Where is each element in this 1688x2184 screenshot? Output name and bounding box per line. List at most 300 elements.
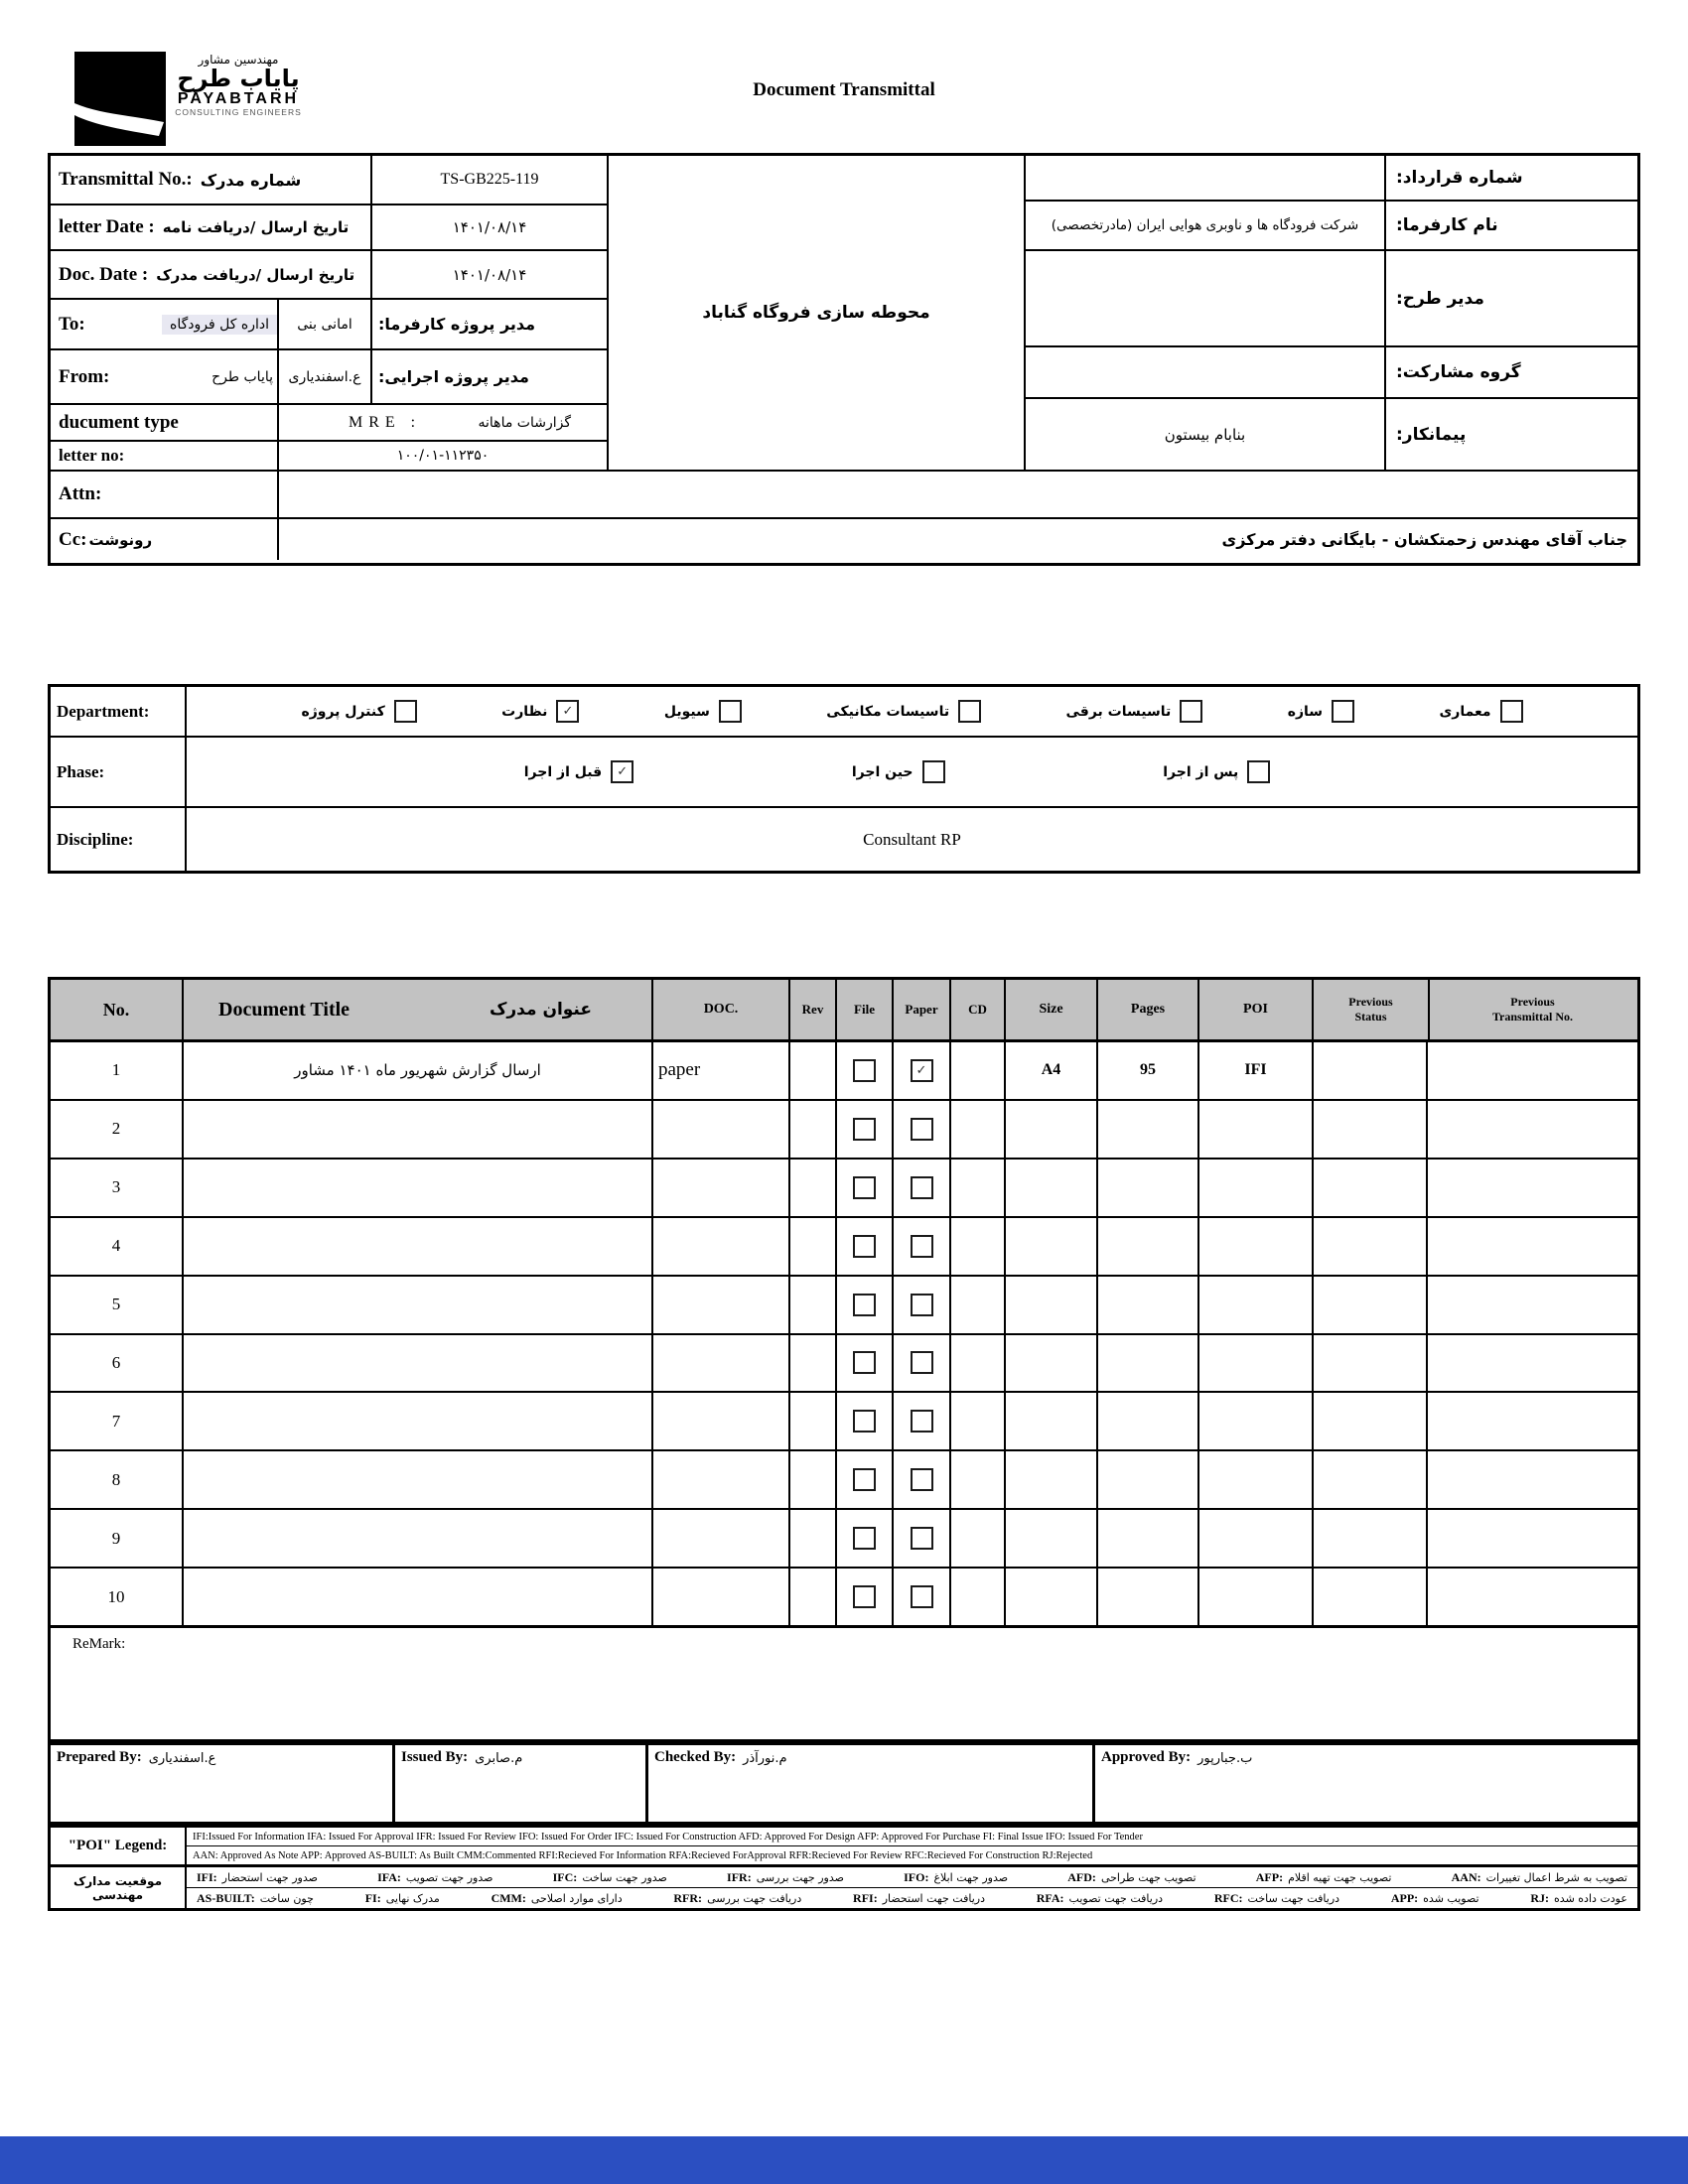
cell-rev	[790, 1393, 837, 1449]
cell-poi	[1199, 1510, 1314, 1567]
checkbox[interactable]	[853, 1468, 876, 1491]
col-title-fa: عنوان مدرک	[489, 1000, 592, 1020]
table-row	[51, 1218, 1637, 1277]
cell-file	[837, 1218, 894, 1275]
cell-prev-transmittal	[1428, 1160, 1637, 1216]
cell-prev-status	[1314, 1101, 1428, 1158]
checkbox[interactable]	[853, 1176, 876, 1199]
cell-no	[51, 1335, 184, 1392]
legend-item-code: RFR:	[673, 1890, 703, 1905]
checkbox[interactable]	[853, 1059, 876, 1082]
fa-legend-label: موقعیت مدارک مهندسی	[51, 1867, 187, 1908]
cell-paper	[894, 1042, 951, 1099]
cell-title	[184, 1393, 653, 1449]
cell-doc-text: paper	[658, 1059, 701, 1081]
cell-prev-status	[1314, 1160, 1428, 1216]
discipline-value: Consultant RP	[863, 829, 961, 849]
contractor-value: بنابام بیستون	[1026, 399, 1386, 472]
letter-date-value: ۱۴۰۱/۰۸/۱۴	[372, 205, 609, 251]
cell-prev-transmittal	[1428, 1569, 1637, 1625]
remark-label: ReMark:	[72, 1636, 126, 1652]
client-name-value: شرکت فرودگاه ها و ناوبری هوایی ایران (مادرتخصصی)	[1026, 202, 1386, 251]
legend-item	[197, 1891, 314, 1906]
checkbox[interactable]	[911, 1118, 933, 1141]
cell-title-text: ارسال گزارش شهریور ماه ۱۴۰۱ مشاور	[294, 1061, 541, 1080]
legend-item-code: IFO:	[904, 1869, 929, 1884]
cell-no-text: 10	[107, 1586, 125, 1606]
cell-file	[837, 1393, 894, 1449]
checkbox[interactable]: ✓	[556, 700, 579, 723]
cell-cd	[951, 1393, 1006, 1449]
checkbox[interactable]: ✓	[611, 760, 633, 783]
cell-title	[184, 1510, 653, 1567]
legend-item-code: AFP:	[1255, 1869, 1284, 1884]
cell-prev-status	[1314, 1218, 1428, 1275]
col-prev-transmittal: Previous Transmittal No.	[1491, 995, 1574, 1024]
jv-group-label: گروه مشارکت:	[1386, 347, 1637, 399]
col-file: File	[837, 980, 894, 1039]
table-row	[51, 1393, 1637, 1451]
cell-cd	[951, 1451, 1006, 1508]
cell-poi	[1199, 1218, 1314, 1275]
cell-rev	[790, 1451, 837, 1508]
col-paper: Paper	[894, 980, 951, 1039]
checkbox[interactable]	[1332, 700, 1354, 723]
cell-poi	[1199, 1101, 1314, 1158]
checkbox[interactable]	[911, 1527, 933, 1550]
cell-no-text: 5	[111, 1295, 121, 1314]
legend-item-code: RFA:	[1036, 1890, 1064, 1905]
checkbox[interactable]	[853, 1585, 876, 1608]
table-row	[51, 1510, 1637, 1569]
cell-size	[1006, 1569, 1098, 1625]
cell-doc	[653, 1277, 790, 1333]
legend-item-text: تصویب جهت تهیه اقلام	[1288, 1870, 1392, 1884]
design-manager-label: مدیر طرح:	[1386, 251, 1637, 347]
prepared-by-cell	[51, 1745, 395, 1822]
cell-size	[1006, 1335, 1098, 1392]
table-row	[51, 1569, 1637, 1625]
department-item	[301, 700, 416, 723]
approved-by-name: ب.جبارپور	[1197, 1751, 1253, 1766]
doc-type-colon: :	[410, 413, 416, 431]
header-table	[48, 153, 1640, 566]
legend-item-text: صدور جهت استحضار	[221, 1870, 318, 1884]
cell-no-text: 7	[111, 1411, 121, 1431]
cell-file	[837, 1042, 894, 1099]
department-item	[1439, 700, 1522, 723]
cell-pages	[1098, 1042, 1199, 1099]
legend-item-code: AS-BUILT:	[197, 1890, 255, 1905]
fa-legend-row1	[187, 1867, 1637, 1887]
phase-item-label: پس از اجرا	[1163, 763, 1239, 780]
phase-items	[187, 738, 1637, 808]
cell-paper	[894, 1335, 951, 1392]
legend-item-code: RJ:	[1530, 1890, 1550, 1905]
cell-prev-status	[1314, 1569, 1428, 1625]
transmittal-no-value: TS-GB225-119	[372, 156, 609, 205]
department-item-label: نظارت	[501, 703, 548, 720]
department-item-label: تاسیسات مکانیکی	[826, 703, 950, 720]
legend-item	[1452, 1870, 1627, 1885]
to-row	[51, 300, 279, 350]
col-poi: POI	[1199, 980, 1314, 1039]
checkbox[interactable]	[1180, 700, 1202, 723]
legend-item-text: تصویب به شرط اعمال تغییرات	[1485, 1870, 1627, 1884]
checkbox[interactable]	[911, 1176, 933, 1199]
department-item-label: معماری	[1439, 703, 1491, 720]
checkbox[interactable]	[853, 1118, 876, 1141]
doc-date-label-en: Doc. Date :	[59, 263, 149, 285]
col-title	[184, 980, 653, 1039]
legend-item	[673, 1891, 801, 1906]
checked-by-label: Checked By:	[654, 1749, 737, 1765]
checkbox[interactable]	[853, 1351, 876, 1374]
col-doc: DOC.	[653, 980, 790, 1039]
cell-size	[1006, 1393, 1098, 1449]
cell-no	[51, 1218, 184, 1275]
cell-size	[1006, 1451, 1098, 1508]
legend-item-text: دریافت جهت تصویب	[1068, 1891, 1164, 1905]
cell-doc	[653, 1569, 790, 1625]
cell-no	[51, 1101, 184, 1158]
signatures-row	[48, 1742, 1640, 1825]
cell-prev-transmittal	[1428, 1335, 1637, 1392]
cell-title	[184, 1160, 653, 1216]
checkbox[interactable]	[911, 1235, 933, 1258]
checkbox[interactable]	[853, 1410, 876, 1433]
legend-item-code: CMM:	[491, 1890, 526, 1905]
doc-type-value	[279, 405, 609, 442]
cell-rev	[790, 1335, 837, 1392]
checkbox[interactable]	[719, 700, 742, 723]
legend-item	[197, 1870, 318, 1885]
transmittal-no-label	[51, 156, 372, 205]
cell-prev-transmittal	[1428, 1277, 1637, 1333]
cell-size	[1006, 1101, 1098, 1158]
legend-item-code: IFR:	[727, 1869, 752, 1884]
col-title-en: Document Title	[218, 998, 351, 1021]
cc-label	[51, 519, 279, 560]
legend-item	[1214, 1891, 1339, 1906]
logo-fa-main: پایاب طرح	[177, 64, 300, 92]
checked-by-cell	[648, 1745, 1095, 1822]
client-pm-value: امانی بنی	[279, 300, 372, 350]
doc-type-code: MRE	[349, 413, 401, 431]
cell-rev	[790, 1101, 837, 1158]
transmittal-no-label-fa: شماره مدرک	[200, 170, 302, 190]
cell-pages	[1098, 1101, 1199, 1158]
cell-file	[837, 1277, 894, 1333]
cell-size	[1006, 1042, 1098, 1099]
letter-date-label-fa: تاریخ ارسال /دریافت نامه	[162, 218, 350, 236]
cell-poi	[1199, 1451, 1314, 1508]
legend-item-text: تصویب جهت طراحی	[1100, 1870, 1196, 1884]
legend-item	[1256, 1870, 1392, 1885]
cell-file	[837, 1160, 894, 1216]
cell-no	[51, 1042, 184, 1099]
legend-section	[48, 1825, 1640, 1911]
legend-item	[853, 1891, 985, 1906]
document-table	[48, 977, 1640, 1628]
cell-pages	[1098, 1451, 1199, 1508]
department-item-label: سازه	[1287, 703, 1324, 720]
cell-paper	[894, 1393, 951, 1449]
checkbox[interactable]	[958, 700, 981, 723]
col-cd: CD	[951, 980, 1006, 1039]
legend-item-code: IFA:	[377, 1869, 401, 1884]
cell-poi	[1199, 1160, 1314, 1216]
cell-prev-transmittal	[1428, 1451, 1637, 1508]
legend-item-text: مدرک نهایی	[385, 1891, 440, 1905]
legend-item	[1391, 1891, 1479, 1906]
poi-legend-line1: IFI:Issued For Information IFA: Issued For Approval IFR: Issued For Review IFO: Issued For Order IFC: Issued For Construction AFD: Approved For Design AFP: Approved For Purchase FI: Final Issue IFO: Issued For Tender	[193, 1831, 1143, 1843]
cell-pages	[1098, 1277, 1199, 1333]
cell-no-text: 9	[111, 1528, 121, 1548]
cell-title	[184, 1218, 653, 1275]
cell-no-text: 1	[111, 1060, 121, 1080]
transmittal-no-label-en: Transmittal No.:	[59, 169, 193, 190]
legend-item-code: FI:	[364, 1890, 381, 1905]
checkbox[interactable]	[911, 1294, 933, 1316]
department-item-label: سیویل	[663, 703, 710, 720]
checkbox[interactable]	[394, 700, 417, 723]
legend-item-text: چون ساخت	[259, 1891, 314, 1905]
legend-item-code: IFC:	[552, 1869, 578, 1884]
cell-rev	[790, 1510, 837, 1567]
cell-no-text: 6	[111, 1352, 121, 1372]
cell-prev-transmittal	[1428, 1101, 1637, 1158]
cell-rev	[790, 1569, 837, 1625]
contract-no-label: شماره قرارداد:	[1386, 156, 1637, 202]
department-item	[501, 700, 579, 723]
cell-rev	[790, 1160, 837, 1216]
cell-poi	[1199, 1277, 1314, 1333]
checkbox[interactable]: ✓	[911, 1059, 933, 1082]
project-name: محوطه سازی فروگاه گناباد	[609, 156, 1026, 472]
design-manager-value	[1026, 251, 1386, 347]
approved-by-label: Approved By:	[1101, 1749, 1192, 1765]
legend-item-code: AAN:	[1451, 1869, 1481, 1884]
cell-file	[837, 1451, 894, 1508]
table-row	[51, 1160, 1637, 1218]
attn-value	[279, 472, 1637, 519]
checkbox[interactable]	[1500, 700, 1523, 723]
cell-cd	[951, 1335, 1006, 1392]
cell-no-text: 8	[111, 1469, 121, 1489]
footer-bar	[0, 2136, 1688, 2184]
legend-item-code: AFD:	[1067, 1869, 1096, 1884]
cell-prev-transmittal	[1428, 1042, 1637, 1099]
cell-no-text: 4	[111, 1236, 121, 1256]
phase-item-label: قبل از اجرا	[523, 763, 603, 780]
cell-pages	[1098, 1160, 1199, 1216]
checkbox[interactable]	[853, 1294, 876, 1316]
discipline-label: Discipline:	[51, 808, 187, 871]
col-prev-status: Previous Status	[1314, 980, 1430, 1039]
approved-by-cell	[1095, 1745, 1637, 1822]
table-row	[51, 1101, 1637, 1160]
legend-item	[492, 1891, 623, 1906]
legend-item-code: APP:	[1390, 1890, 1419, 1905]
phase-item-label: حین اجرا	[851, 763, 914, 780]
phase-item	[524, 760, 633, 783]
cell-pages	[1098, 1510, 1199, 1567]
cc-label-fa: رونوشت	[88, 530, 153, 549]
fa-legend-row2	[187, 1887, 1637, 1908]
checked-by-name: م.نورآذر	[743, 1751, 787, 1766]
cell-pages	[1098, 1569, 1199, 1625]
checkbox[interactable]	[911, 1585, 933, 1608]
cell-cd	[951, 1569, 1006, 1625]
department-items	[187, 687, 1637, 738]
legend-item-text: عودت داده شده	[1554, 1891, 1627, 1905]
cell-title	[184, 1101, 653, 1158]
cell-prev-status	[1314, 1510, 1428, 1567]
cc-label-en: Cc:	[59, 528, 87, 550]
cell-file	[837, 1510, 894, 1567]
cell-no	[51, 1277, 184, 1333]
legend-item	[1067, 1870, 1196, 1885]
cell-doc	[653, 1218, 790, 1275]
col-size: Size	[1006, 980, 1098, 1039]
cell-rev	[790, 1277, 837, 1333]
letter-no-label: letter no:	[51, 442, 279, 472]
cell-prev-transmittal	[1428, 1393, 1637, 1449]
cell-cd	[951, 1510, 1006, 1567]
to-value: اداره کل فرودگاه	[162, 315, 277, 335]
checkbox[interactable]	[853, 1235, 876, 1258]
phase-item	[852, 760, 945, 783]
table-row	[51, 1042, 1637, 1101]
cell-cd	[951, 1101, 1006, 1158]
cell-doc	[653, 1393, 790, 1449]
legend-item	[1037, 1891, 1163, 1906]
table-row	[51, 1335, 1637, 1394]
prepared-by-label: Prepared By:	[57, 1749, 142, 1765]
cell-no	[51, 1393, 184, 1449]
legend-item-code: IFI:	[197, 1869, 217, 1884]
cell-paper	[894, 1101, 951, 1158]
department-item-label: تاسیسات برقی	[1065, 703, 1172, 720]
letter-date-label	[51, 205, 372, 251]
from-row	[51, 350, 279, 405]
col-rev: Rev	[790, 980, 837, 1039]
cell-cd	[951, 1042, 1006, 1099]
legend-item-text: تصویب شده	[1423, 1891, 1479, 1905]
cell-title	[184, 1335, 653, 1392]
legend-item-text: صدور جهت ابلاغ	[933, 1870, 1009, 1884]
from-label: From:	[59, 365, 110, 387]
department-label: Department:	[51, 687, 187, 738]
cell-title	[184, 1451, 653, 1508]
contract-no-value	[1026, 156, 1386, 202]
contractor-label: پیمانکار:	[1386, 399, 1637, 472]
cell-poi	[1199, 1335, 1314, 1392]
classification-table	[48, 684, 1640, 874]
checkbox[interactable]	[911, 1351, 933, 1374]
cell-cd	[951, 1277, 1006, 1333]
cell-no	[51, 1510, 184, 1567]
cell-title	[184, 1569, 653, 1625]
cell-prev-transmittal	[1428, 1218, 1637, 1275]
poi-legend-line2: AAN: Approved As Note APP: Approved AS-BUILT: As Built CMM:Commented RFI:Recieved For Information RFA:Recieved ForApproval RFR:Recieved For Review RFC:Recieved For Construction RJ:Rejected	[187, 1845, 1637, 1864]
cell-paper	[894, 1510, 951, 1567]
doc-date-label	[51, 251, 372, 300]
cell-doc	[653, 1101, 790, 1158]
cell-rev	[790, 1218, 837, 1275]
checkbox[interactable]	[1247, 760, 1270, 783]
legend-item	[727, 1870, 844, 1885]
letter-date-label-en: letter Date :	[59, 216, 155, 237]
table-row	[51, 1451, 1637, 1510]
col-pages: Pages	[1098, 980, 1199, 1039]
cell-poi	[1199, 1569, 1314, 1625]
cell-pages	[1098, 1335, 1199, 1392]
document-table-header	[51, 980, 1637, 1042]
logo-en-sub: CONSULTING ENGINEERS	[175, 106, 302, 117]
to-label: To:	[59, 313, 85, 335]
cell-prev-transmittal	[1428, 1510, 1637, 1567]
cell-poi	[1199, 1393, 1314, 1449]
cell-size	[1006, 1277, 1098, 1333]
department-item-label: کنترل پروژه	[301, 703, 385, 720]
department-item	[1288, 700, 1354, 723]
poi-legend-label: "POI" Legend:	[51, 1828, 187, 1864]
legend-item-text: دریافت جهت استحضار	[882, 1891, 985, 1905]
legend-item	[904, 1870, 1008, 1885]
logo-fa-top: مهندسین مشاور	[198, 53, 279, 67]
legend-item-text: صدور جهت ساخت	[582, 1870, 667, 1884]
cell-title	[184, 1042, 653, 1099]
cell-paper	[894, 1451, 951, 1508]
letter-no-value: ۱۰۰/۰۱-۱۱۲۳۵۰	[279, 442, 609, 472]
cell-no	[51, 1451, 184, 1508]
prepared-by-name: ع.اسفندیاری	[148, 1751, 216, 1766]
cell-pages-text: 95	[1140, 1061, 1156, 1079]
legend-item-text: دریافت جهت ساخت	[1247, 1891, 1340, 1905]
cell-pages	[1098, 1218, 1199, 1275]
issued-by-label: Issued By:	[401, 1749, 469, 1765]
col-no: No.	[51, 980, 184, 1039]
doc-type-fa: گزارشات ماهانه	[478, 414, 571, 431]
checkbox[interactable]	[922, 760, 945, 783]
doc-date-value: ۱۴۰۱/۰۸/۱۴	[372, 251, 609, 300]
cell-file	[837, 1569, 894, 1625]
logo-en-name: PAYABTARH	[177, 89, 300, 107]
legend-item-text: دریافت جهت بررسی	[707, 1891, 802, 1905]
page-title: Document Transmittal	[753, 79, 935, 100]
cell-poi	[1199, 1042, 1314, 1099]
checkbox[interactable]	[853, 1527, 876, 1550]
checkbox[interactable]	[911, 1410, 933, 1433]
cell-file	[837, 1335, 894, 1392]
legend-item-text: دارای موارد اصلاحی	[530, 1891, 623, 1905]
phase-item	[1163, 760, 1270, 783]
client-name-label: نام کارفرما:	[1386, 202, 1637, 251]
cell-size	[1006, 1218, 1098, 1275]
cell-size	[1006, 1510, 1098, 1567]
issued-by-cell	[395, 1745, 648, 1822]
cell-size-text: A4	[1041, 1061, 1061, 1079]
issued-by-name: م.صابری	[475, 1751, 523, 1766]
checkbox[interactable]	[911, 1468, 933, 1491]
cell-doc	[653, 1335, 790, 1392]
cell-doc	[653, 1160, 790, 1216]
cell-doc	[653, 1042, 790, 1099]
doc-type-label: ducument type	[51, 405, 279, 442]
cell-no	[51, 1569, 184, 1625]
